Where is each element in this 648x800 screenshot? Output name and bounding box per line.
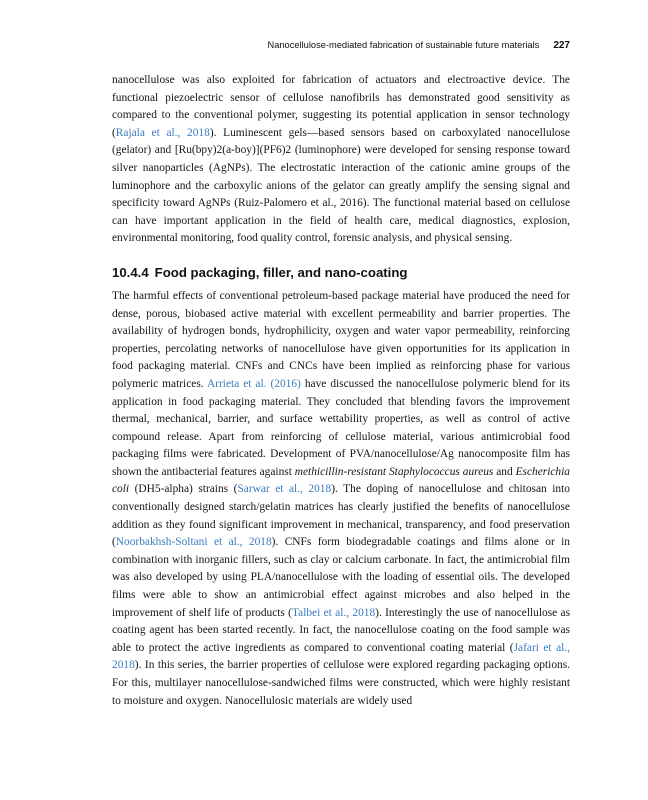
paragraph-text: and (493, 465, 516, 478)
citation-link[interactable]: Noorbakhsh-Soltani et al., 2018 (115, 536, 272, 549)
species-name: methicillin-resistant Staphylococcus aureus (294, 465, 494, 478)
paragraph-text: ). The doping of nanocellulose and chitosan into conventionally designed starch/gelatin matrices has clearly justified the benefits of nanocellulose addition as they found significant improvement in mechanical, transparency, and food preservation ( (112, 483, 570, 549)
paragraph-text: ). Interestingly the use of nanocellulose as coating agent has been started recently. In fact, the nanocellulose coating on the food sample was able to protect the active ingredients as compared to conventional coating material ( (112, 606, 571, 654)
paragraph-text: ). CNFs form biodegradable coatings and films alone or in combination with inorganic fillers, such as clay or calcium carbonate. In fact, the antimicrobial film was also developed by using PLA/nanocellulose with the loading of essential oils. The developed films were able to show an antimicrobial effect against microbes and also helped in the improvement of shelf life of products ( (112, 536, 570, 619)
paragraph-text: nanocellulose was also exploited for fabrication of actuators and electroactive device. The functional piezoelectric sensor of cellulose nanofibrils has demonstrated good sensitivity as compared to the conventional polymer, suggesting its potential application in sensor technology ( (112, 74, 570, 139)
paragraph-text: ). Luminescent gels—based sensors based on carboxylated nanocellulose (gelator) and [Ru(bpy)2(a-boy)](PF6)2 (luminophore) were developed for sensing response toward silver nanoparticles (AgNPs). The electrostatic interaction of the cationic amine groups of the luminophore and the carboxylic anions of the gelator can greatly amplify the sensing signal and specificity toward AgNPs (Ruiz-Palomero et al., 2016). The functional material based on cellulose can have important application in the field of health care, medical diagnostics, explosion, environmental monitoring, food quality control, forensic analysis, and physical sensing. (112, 126, 570, 245)
running-header (112, 40, 570, 51)
running-title: Nanocellulose-mediated fabrication of sustainable future materials (267, 40, 540, 50)
section-title: Food packaging, filler, and nano-coating (154, 264, 408, 280)
paragraph-2 (112, 288, 570, 710)
section-heading (112, 264, 570, 282)
paragraph-text: The harmful effects of conventional petroleum-based package material have produced the need for dense, porous, biobased active material with excellent permeability and barrier properties. The availability of hydrogen bonds, hydrophilicity, oxygen and water vapor permeability, reinforcing properties, percolating networks of nanocellulose have given opportunities for its application in food packaging material. CNFs and CNCs have been implied as reinforcing phase for various polymeric matrices. (112, 289, 570, 390)
body-text (112, 72, 570, 710)
paragraph-text: have discussed the nanocellulose polymeric blend for its application in food packaging material. They concluded that blending favors the improvement thermal, mechanical, barrier, and surface wettability properties, as well as control of active compound release. Apart from reinforcing of cellulose material, various antimicrobial food packaging films were fabricated. Development of PVA/nanocellulose/Ag nanocomposite film has shown the antibacterial features against (112, 377, 570, 478)
citation-link[interactable]: Talbei et al., 2018 (291, 606, 376, 619)
species-name: Escherichia coli (112, 465, 570, 496)
page-number: 227 (553, 40, 570, 51)
paragraph-1 (112, 72, 570, 248)
citation-link[interactable]: Rajala et al., 2018 (115, 126, 210, 139)
paragraph-text: (DH5-alpha) strains ( (129, 483, 238, 496)
section-number: 10.4.4 (112, 264, 149, 280)
paragraph-text: ). In this series, the barrier properties of cellulose were explored regarding packaging options. For this, multilayer nanocellulose-sandwiched films were constructed, which were highly resistant to moisture and oxygen. Nanocellulosic materials are widely used (112, 659, 570, 707)
citation-link[interactable]: Jafari et al., 2018 (112, 641, 570, 672)
citation-link[interactable]: Sarwar et al., 2018 (237, 483, 332, 496)
citation-link[interactable]: Arrieta et al. (2016) (206, 377, 301, 390)
